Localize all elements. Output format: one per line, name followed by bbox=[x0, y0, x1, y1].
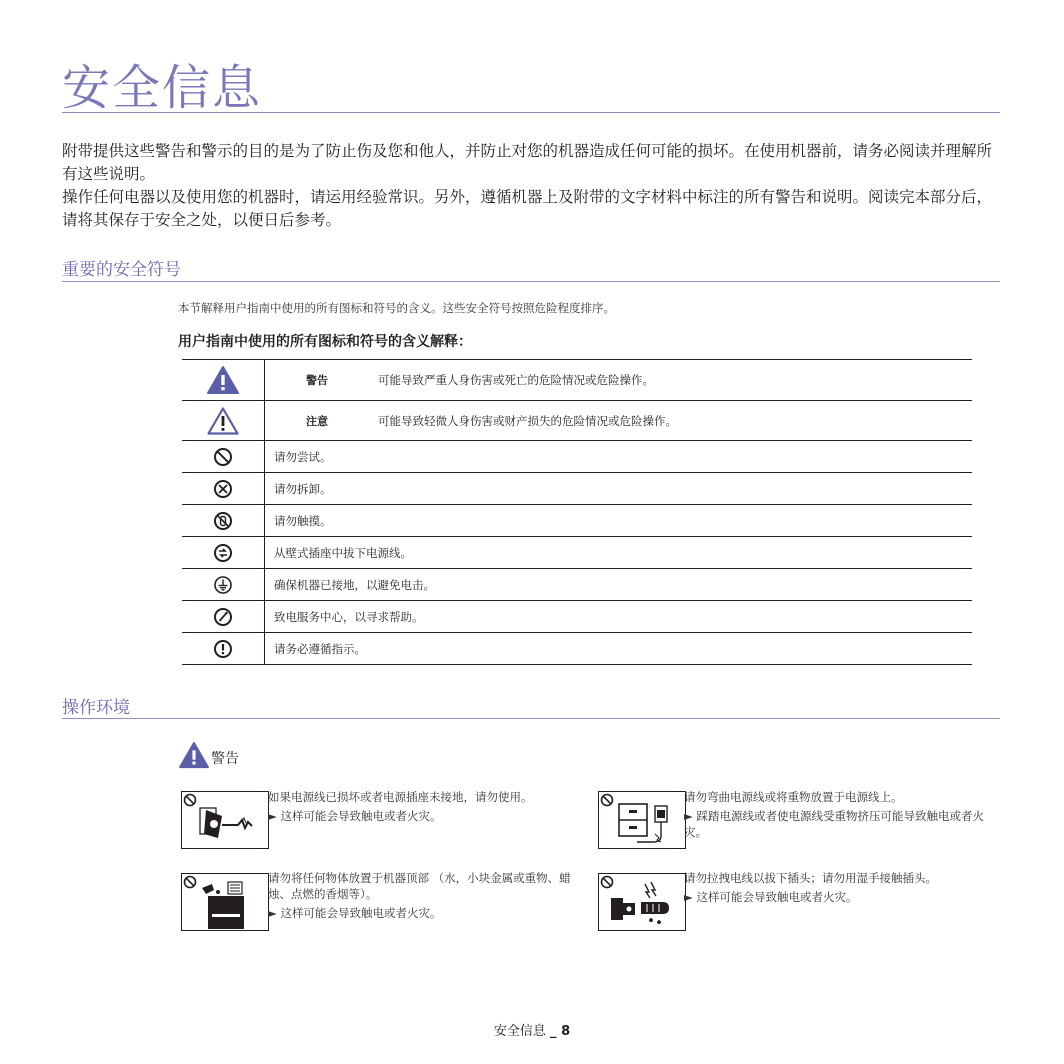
damaged-cord-icon bbox=[181, 791, 269, 849]
item-4-line2: ► 这样可能会导致触电或者火灾。 bbox=[684, 890, 858, 904]
item-2-line2: ► 踩踏电源线或者使电源线受重物挤压可能导致触电或者火灾。 bbox=[684, 809, 984, 839]
prohibition-description: 请勿尝试。 bbox=[265, 441, 973, 473]
unplug-description: 从壁式插座中拔下电源线。 bbox=[265, 537, 973, 569]
symbols-table-title: 用户指南中使用的所有图标和符号的含义解释： bbox=[178, 334, 472, 350]
environment-warning-icon bbox=[178, 741, 210, 769]
table-row bbox=[182, 441, 972, 473]
prohibition-icon bbox=[182, 441, 265, 473]
table-row bbox=[182, 601, 972, 633]
intro-paragraph-1: 附带提供这些警告和警示的目的是为了防止伤及您和他人，并防止对您的机器造成任何可能的损坏。在使用机器前，请务必阅读并理解所有这些说明。 bbox=[62, 142, 993, 183]
section-heading-environment: 操作环境 bbox=[62, 698, 130, 718]
service-center-icon bbox=[182, 601, 265, 633]
caution-label: 注意 bbox=[306, 414, 328, 428]
wet-hands-plug-icon bbox=[598, 873, 686, 931]
no-touch-description: 请勿触摸。 bbox=[265, 505, 973, 537]
environment-item-1 bbox=[268, 789, 578, 827]
item-1-line1: 如果电源线已损坏或者电源插座未接地，请勿使用。 bbox=[268, 790, 533, 804]
table-row bbox=[182, 401, 972, 441]
page-title: 安全信息 bbox=[62, 60, 263, 116]
title-divider bbox=[62, 112, 1000, 113]
item-3-line2: ► 这样可能会导致触电或者火灾。 bbox=[268, 906, 442, 920]
objects-on-machine-icon bbox=[181, 873, 269, 931]
service-center-description: 致电服务中心，以寻求帮助。 bbox=[265, 601, 973, 633]
ground-icon bbox=[182, 569, 265, 601]
mandatory-description: 请务必遵循指示。 bbox=[265, 633, 973, 665]
symbols-description: 本节解释用户指南中使用的所有图标和符号的含义。这些安全符号按照危险程度排序。 bbox=[178, 301, 615, 315]
warning-label: 警告 bbox=[306, 374, 328, 387]
item-3-line1: 请勿将任何物体放置于机器顶部 （水，小块金属或重物、蜡烛、点燃的香烟等）。 bbox=[268, 871, 571, 901]
intro-paragraph-2: 操作任何电器以及使用您的机器时，请运用经验常识。另外，遵循机器上及附带的文字材料中标注的所有警告和说明。阅读完本部分后，请将其保存于安全之处，以便日后参考。 bbox=[62, 188, 993, 229]
ground-description: 确保机器已接地，以避免电击。 bbox=[265, 569, 973, 601]
caution-outline-icon bbox=[182, 401, 265, 441]
no-touch-icon bbox=[182, 505, 265, 537]
no-disassemble-icon bbox=[182, 473, 265, 505]
bent-cord-icon bbox=[598, 791, 686, 849]
section-divider bbox=[62, 718, 1000, 719]
table-row bbox=[182, 473, 972, 505]
no-disassemble-description: 请勿拆卸。 bbox=[265, 473, 973, 505]
unplug-icon bbox=[182, 537, 265, 569]
mandatory-icon bbox=[182, 633, 265, 665]
footer-separator: _ bbox=[550, 1024, 562, 1039]
table-row bbox=[182, 505, 972, 537]
environment-item-3 bbox=[268, 870, 578, 924]
footer-page-number: 8 bbox=[561, 1024, 571, 1039]
page-footer bbox=[0, 1020, 1064, 1039]
environment-item-2 bbox=[684, 789, 994, 843]
table-row bbox=[182, 569, 972, 601]
item-2-line1: 请勿弯曲电源线或将重物放置于电源线上。 bbox=[684, 790, 903, 804]
symbols-table bbox=[182, 359, 972, 665]
warning-description: 可能导致严重人身伤害或死亡的危险情况或危险操作。 bbox=[378, 373, 654, 387]
footer-section-name: 安全信息 bbox=[493, 1024, 546, 1039]
item-1-line2: ► 这样可能会导致触电或者火灾。 bbox=[268, 809, 442, 823]
table-row bbox=[182, 537, 972, 569]
table-row bbox=[182, 360, 972, 401]
environment-item-4 bbox=[684, 870, 994, 908]
caution-description: 可能导致轻微人身伤害或财产损失的危险情况或危险操作。 bbox=[378, 413, 677, 428]
section-heading-symbols: 重要的安全符号 bbox=[62, 260, 181, 280]
section-divider bbox=[62, 281, 1000, 282]
item-4-line1: 请勿拉拽电线以拔下插头；请勿用湿手接触插头。 bbox=[684, 871, 937, 885]
environment-warning-label: 警告 bbox=[211, 751, 239, 767]
table-row bbox=[182, 633, 972, 665]
warning-filled-icon bbox=[182, 360, 265, 401]
